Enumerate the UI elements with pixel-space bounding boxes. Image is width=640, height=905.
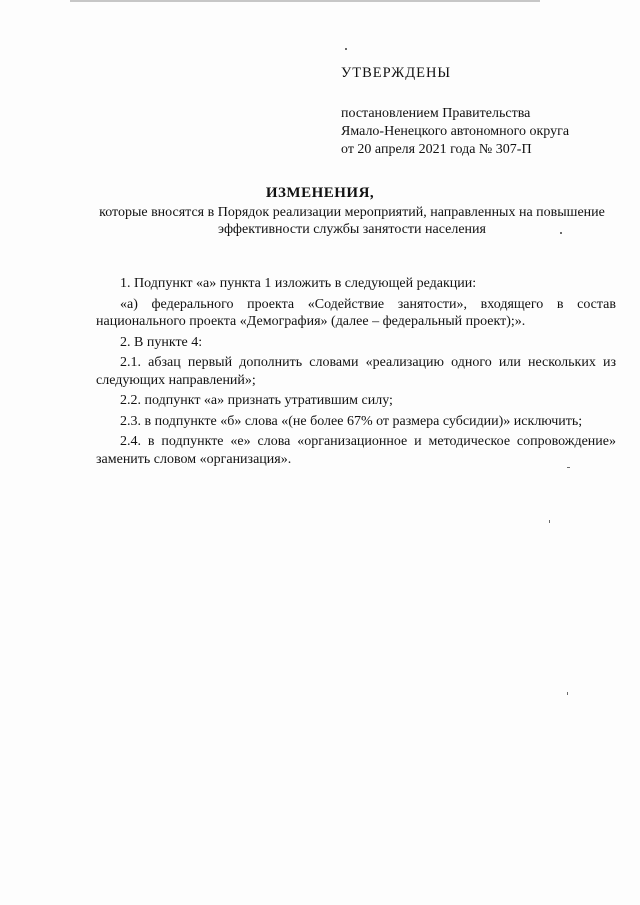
- scan-edge-line: [70, 0, 540, 2]
- document-body: [96, 275, 616, 471]
- document-heading: ИЗМЕНЕНИЯ,: [265, 185, 375, 201]
- paragraph: 1. Подпункт «а» пункта 1 изложить в следующей редакции:: [120, 276, 477, 291]
- document-subtitle: которые вносятся в Порядок реализации мероприятий, направленных на повышение эффективности службы занятости населения: [99, 205, 605, 237]
- paragraph: 2.2. подпункт «а» признать утратившим силу;: [120, 393, 393, 408]
- approval-line: от 20 апреля 2021 года № 307-П: [341, 142, 532, 157]
- approval-line: Ямало-Ненецкого автономного округа: [341, 124, 570, 139]
- paragraph: «а) федерального проекта «Содействие занятости», входящего в состав национального проекта «Демография» (далее – федеральный проект);».: [96, 296, 616, 329]
- scan-speck: [345, 48, 347, 50]
- approval-title: УТВЕРЖДЕНЫ: [341, 65, 452, 81]
- scan-speck: [567, 692, 568, 695]
- paragraph: 2.4. в подпункте «е» слова «организационное и методическое сопровождение» заменить словом «организация».: [96, 434, 616, 467]
- paragraph: 2.3. в подпункте «б» слова «(не более 67% от размера субсидии)» исключить;: [120, 413, 583, 429]
- scan-speck: [549, 520, 550, 523]
- paragraph: 2. В пункте 4:: [120, 334, 203, 350]
- approval-block: [341, 105, 569, 159]
- paragraph: 2.1. абзац первый дополнить словами «реализацию одного или нескольких из следующих направлений»;: [96, 355, 616, 388]
- approval-line: постановлением Правительства: [341, 106, 531, 121]
